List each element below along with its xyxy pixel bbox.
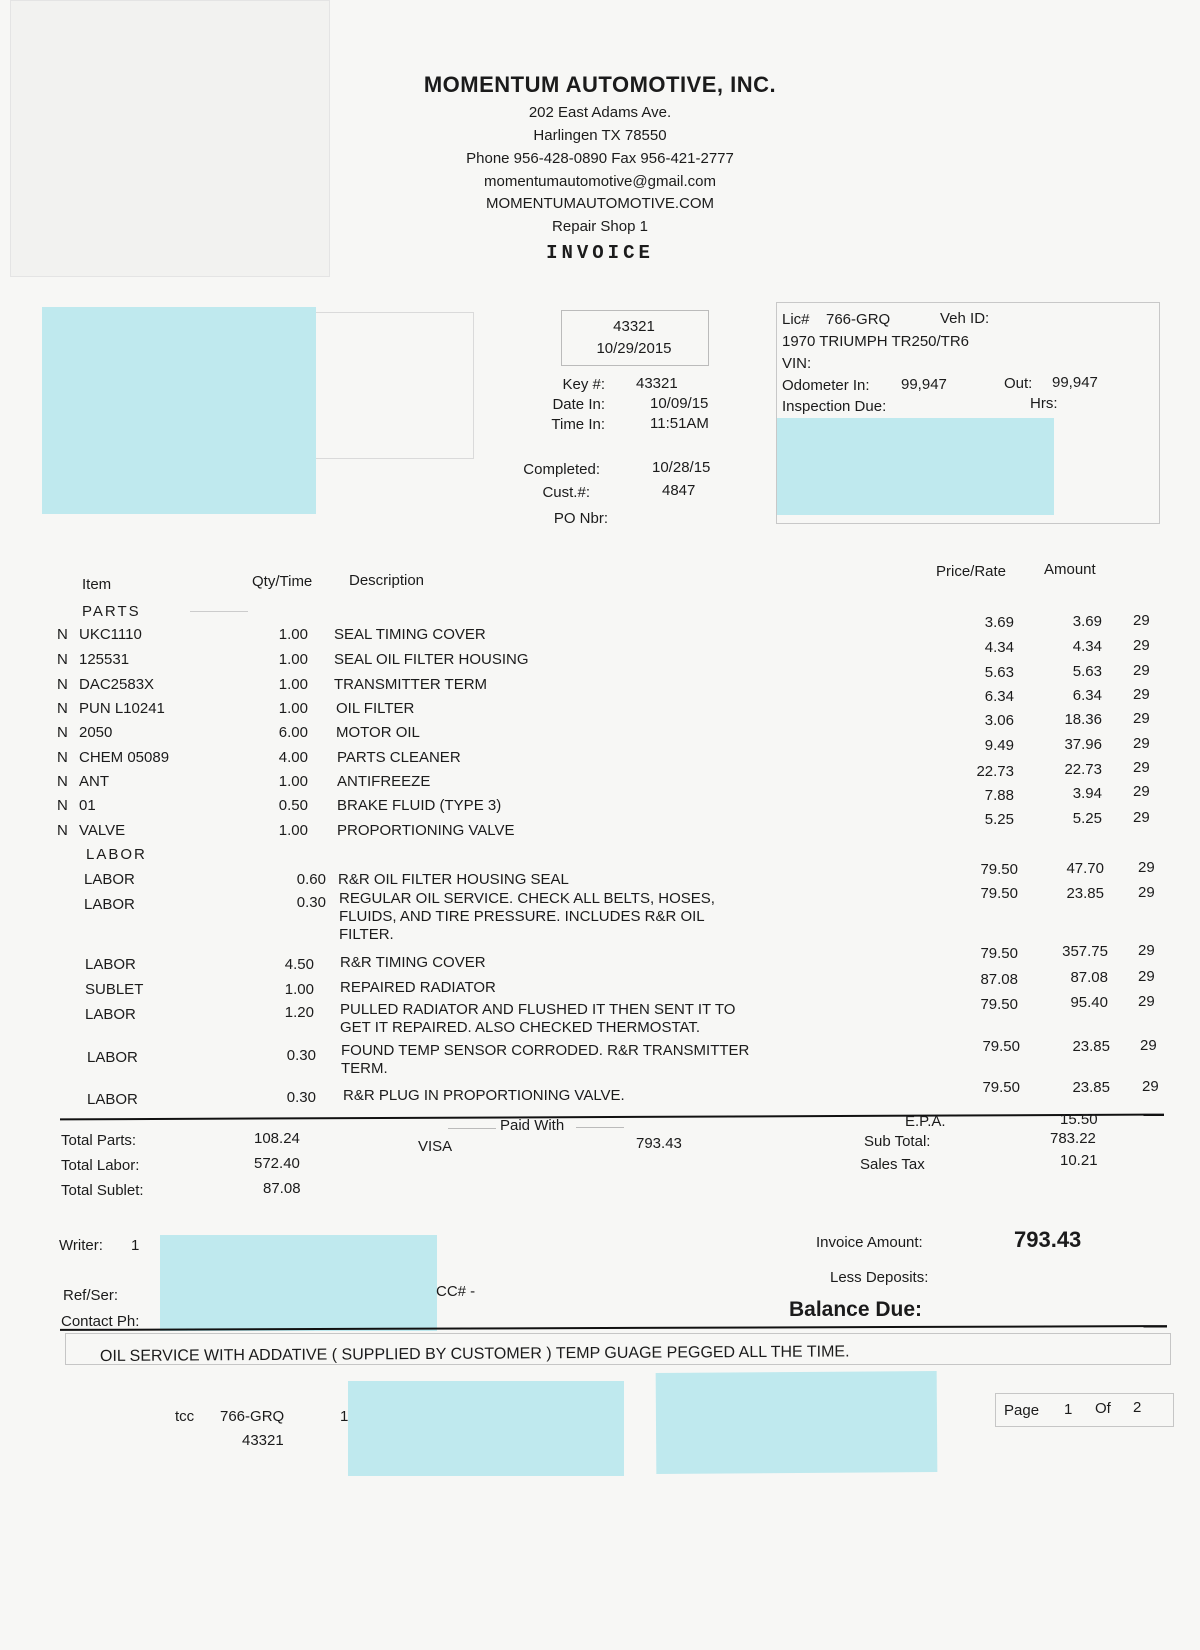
row-price: 87.08 (980, 971, 1018, 988)
of-label: Of (1095, 1400, 1111, 1417)
row-item: LABOR (87, 1091, 138, 1108)
page-label: Page (1004, 1402, 1040, 1419)
row-price: 79.50 (980, 861, 1018, 878)
row-amount: 95.40 (1070, 994, 1108, 1011)
row-qty: 0.60 (296, 871, 326, 888)
table-row (0, 662, 1200, 698)
row-price: 9.49 (984, 737, 1014, 754)
vin-label: VIN: (782, 355, 812, 372)
row-amount: 6.34 (1072, 687, 1102, 704)
paid-with-rule-right (576, 1127, 624, 1128)
row-qty: 1.00 (278, 822, 308, 839)
col-header-price: Price/Rate (936, 563, 1007, 580)
row-qty: 4.00 (278, 749, 308, 766)
row-amount: 47.70 (1066, 860, 1104, 877)
row-price: 22.73 (976, 763, 1014, 780)
subtotal-label: Sub Total: (864, 1133, 931, 1150)
row-desc: TRANSMITTER TERM (334, 676, 488, 693)
row-code: 29 (1138, 942, 1155, 959)
row-flag: N (57, 700, 68, 717)
row-amount: 23.85 (1072, 1038, 1110, 1055)
row-price: 6.34 (984, 688, 1014, 705)
row-flag: N (57, 724, 68, 741)
total-parts-value: 108.24 (254, 1130, 300, 1147)
row-item: 125531 (79, 651, 130, 668)
row-code: 29 (1133, 686, 1150, 703)
hrs-label: Hrs: (1030, 395, 1058, 412)
row-desc: R&R PLUG IN PROPORTIONING VALVE. (343, 1087, 625, 1104)
paid-with-rule-left (448, 1128, 496, 1129)
row-qty: 0.30 (296, 894, 326, 911)
row-code: 29 (1138, 859, 1155, 876)
table-row (0, 1037, 1200, 1089)
row-item: LABOR (84, 871, 135, 888)
row-amount: 22.73 (1064, 761, 1102, 778)
row-amount: 23.85 (1066, 885, 1104, 902)
invoice-date: 10/29/2015 (596, 340, 672, 357)
row-item: DAC2583X (79, 676, 155, 693)
plate-ref: 766-GRQ (220, 1408, 285, 1425)
row-desc: ANTIFREEZE (337, 773, 431, 790)
row-qty: 1.00 (278, 773, 308, 790)
paid-amount: 793.43 (636, 1135, 682, 1152)
col-header-amount: Amount (1044, 561, 1096, 578)
ref-one: 1 (340, 1408, 349, 1425)
row-code: 29 (1133, 735, 1150, 752)
faint-box (300, 312, 474, 459)
sales-tax-value: 10.21 (1060, 1152, 1098, 1169)
row-price: 3.69 (984, 614, 1014, 631)
lic-value: 766-GRQ (826, 311, 891, 328)
table-row (0, 612, 1200, 648)
row-code: 29 (1142, 1078, 1159, 1095)
row-code: 29 (1133, 783, 1150, 800)
row-desc: REGULAR OIL SERVICE. CHECK ALL BELTS, HOSES, FLUIDS, AND TIRE PRESSURE. INCLUDES R&R OIL FILTER. (339, 890, 715, 943)
row-amount: 3.69 (1072, 613, 1102, 630)
balance-due-label: Balance Due: (789, 1298, 923, 1321)
subtotal-value: 783.22 (1050, 1130, 1096, 1147)
veh-id-label: Veh ID: (940, 310, 990, 327)
col-header-description: Description (349, 572, 425, 589)
row-price: 4.34 (984, 639, 1014, 656)
row-code: 29 (1133, 637, 1150, 654)
row-flag: N (57, 626, 68, 643)
row-qty: 1.20 (284, 1004, 314, 1021)
row-price: 79.50 (982, 1079, 1020, 1096)
redacted-bottom-right (656, 1371, 938, 1474)
row-amount: 357.75 (1062, 943, 1108, 960)
row-qty: 1.00 (278, 676, 308, 693)
total-labor-value: 572.40 (254, 1155, 300, 1172)
row-code: 29 (1140, 1037, 1157, 1054)
row-flag: N (57, 797, 68, 814)
row-desc: FOUND TEMP SENSOR CORRODED. R&R TRANSMITTER TERM. (341, 1042, 750, 1077)
date-in-label: Date In: (552, 396, 605, 413)
less-deposits-label: Less Deposits: (830, 1269, 929, 1286)
completed-label: Completed: (523, 461, 600, 478)
paid-method: VISA (418, 1138, 453, 1155)
row-amount: 87.08 (1070, 969, 1108, 986)
row-qty: 1.00 (278, 651, 308, 668)
company-email: momentumautomotive@gmail.com (484, 173, 716, 190)
row-desc: OIL FILTER (336, 700, 415, 717)
row-code: 29 (1133, 612, 1150, 629)
totals-divider (60, 1114, 1164, 1121)
ref-ser-label: Ref/Ser: (63, 1287, 119, 1304)
redacted-writer-block (160, 1235, 437, 1331)
row-item: LABOR (87, 1049, 138, 1066)
row-qty: 1.00 (278, 700, 308, 717)
invoice-title: INVOICE (546, 242, 654, 264)
row-amount: 4.34 (1072, 638, 1102, 655)
table-row (0, 1078, 1200, 1113)
page-total: 2 (1133, 1399, 1142, 1416)
table-row (0, 968, 1200, 1003)
row-qty: 0.30 (286, 1047, 316, 1064)
time-in-label: Time In: (551, 416, 605, 433)
row-desc: PARTS CLEANER (337, 749, 461, 766)
row-price: 7.88 (984, 787, 1014, 804)
invoice-amount-value: 793.43 (1014, 1227, 1082, 1252)
row-desc: REPAIRED RADIATOR (340, 979, 496, 996)
sales-tax-label: Sales Tax (860, 1156, 925, 1173)
key-label: Key #: (562, 376, 605, 393)
total-parts-label: Total Parts: (61, 1132, 137, 1149)
redacted-bottom-left (348, 1381, 624, 1476)
page-number: 1 (1064, 1401, 1073, 1418)
writer-value: 1 (131, 1237, 140, 1254)
service-note: OIL SERVICE WITH ADDATIVE ( SUPPLIED BY CUSTOMER ) TEMP GUAGE PEGGED ALL THE TIME. (99, 1343, 850, 1365)
total-sublet-value: 87.08 (263, 1180, 301, 1197)
row-desc: BRAKE FLUID (TYPE 3) (337, 797, 502, 814)
invoice-number: 43321 (613, 318, 655, 335)
row-item: VALVE (79, 822, 126, 839)
contact-phone-label: Contact Ph: (61, 1313, 140, 1330)
row-item: LABOR (85, 956, 136, 973)
parts-section-label: PARTS (82, 603, 141, 620)
company-phone-fax: Phone 956-428-0890 Fax 956-421-2777 (466, 150, 734, 167)
row-price: 79.50 (980, 996, 1018, 1013)
row-price: 3.06 (984, 712, 1014, 729)
row-desc: PULLED RADIATOR AND FLUSHED IT THEN SENT IT TO GET IT REPAIRED. ALSO CHECKED THERMOSTAT. (340, 1001, 736, 1036)
row-amount: 18.36 (1064, 711, 1102, 728)
table-row (0, 993, 1200, 1046)
date-in-value: 10/09/15 (650, 395, 709, 412)
row-item: SUBLET (85, 981, 144, 998)
row-desc: PROPORTIONING VALVE (337, 822, 515, 839)
row-code: 29 (1133, 759, 1150, 776)
invoice-ref: 43321 (242, 1432, 284, 1449)
paid-with-label: Paid With (500, 1117, 565, 1134)
row-qty: 1.00 (284, 981, 314, 998)
company-name: MOMENTUM AUTOMOTIVE, INC. (423, 72, 777, 97)
total-sublet-label: Total Sublet: (61, 1182, 144, 1199)
vehicle-description: 1970 TRIUMPH TR250/TR6 (782, 333, 970, 350)
labor-section-label: LABOR (86, 846, 147, 863)
table-row (0, 783, 1200, 819)
writer-label: Writer: (59, 1237, 103, 1254)
row-qty: 0.30 (286, 1089, 316, 1106)
inspection-due-label: Inspection Due: (782, 398, 887, 415)
row-qty: 0.50 (278, 797, 308, 814)
table-row (0, 809, 1200, 844)
completed-value: 10/28/15 (652, 459, 711, 476)
redacted-vehicle-block (777, 418, 1054, 515)
row-amount: 3.94 (1072, 785, 1102, 802)
row-code: 29 (1133, 809, 1150, 826)
row-flag: N (57, 651, 68, 668)
total-labor-label: Total Labor: (61, 1157, 140, 1174)
row-item: LABOR (84, 896, 135, 913)
table-row (0, 710, 1200, 746)
row-qty: 4.50 (284, 956, 314, 973)
row-flag: N (57, 676, 68, 693)
row-flag: N (57, 822, 68, 839)
tcc-label: tcc (175, 1408, 195, 1425)
row-price: 79.50 (980, 885, 1018, 902)
row-item: UKC1110 (79, 626, 142, 643)
row-desc: SEAL TIMING COVER (334, 626, 486, 643)
row-code: 29 (1133, 710, 1150, 727)
row-qty: 6.00 (278, 724, 308, 741)
po-label: PO Nbr: (553, 510, 608, 527)
row-code: 29 (1133, 662, 1150, 679)
epa-value: 15.50 (1060, 1111, 1098, 1128)
redacted-customer-block (42, 307, 316, 514)
row-desc: R&R OIL FILTER HOUSING SEAL (338, 871, 569, 888)
row-item: LABOR (85, 1006, 136, 1023)
row-flag: N (57, 749, 68, 766)
odometer-out-label: Out: (1004, 375, 1033, 392)
row-amount: 5.63 (1072, 663, 1102, 680)
epa-label: E.P.A. (905, 1113, 946, 1130)
row-item: 01 (79, 797, 96, 814)
table-row (0, 686, 1200, 722)
company-address: 202 East Adams Ave. (528, 104, 672, 121)
row-code: 29 (1138, 968, 1155, 985)
row-desc: SEAL OIL FILTER HOUSING (334, 651, 529, 668)
row-price: 5.63 (984, 664, 1014, 681)
row-desc: R&R TIMING COVER (340, 954, 486, 971)
row-price: 79.50 (980, 945, 1018, 962)
cust-value: 4847 (662, 482, 696, 499)
row-item: ANT (79, 773, 109, 790)
table-row (0, 735, 1200, 771)
col-header-qty: Qty/Time (252, 573, 313, 590)
row-item: 2050 (79, 724, 113, 741)
row-amount: 5.25 (1072, 810, 1102, 827)
row-qty: 1.00 (278, 626, 308, 643)
key-value: 43321 (636, 375, 678, 392)
table-row (0, 884, 1200, 956)
shop-name: Repair Shop 1 (552, 218, 648, 235)
odometer-out-value: 99,947 (1052, 374, 1098, 391)
row-amount: 37.96 (1064, 736, 1102, 753)
company-city: Harlingen TX 78550 (533, 127, 667, 144)
row-amount: 23.85 (1072, 1079, 1110, 1096)
row-flag: N (57, 773, 68, 790)
cc-label: CC# - (436, 1283, 476, 1300)
lic-label: Lic# (782, 311, 810, 328)
invoice-amount-label: Invoice Amount: (816, 1234, 923, 1251)
row-desc: MOTOR OIL (336, 724, 420, 741)
time-in-value: 11:51AM (650, 415, 709, 432)
table-row (0, 759, 1200, 795)
row-item: PUN L10241 (79, 700, 165, 717)
table-row (0, 942, 1200, 978)
odometer-in-value: 99,947 (901, 376, 947, 393)
row-code: 29 (1138, 884, 1155, 901)
col-header-item: Item (82, 576, 112, 593)
row-price: 79.50 (982, 1038, 1020, 1055)
parts-section-rule (190, 611, 248, 612)
row-price: 5.25 (984, 811, 1014, 828)
company-website: MOMENTUMAUTOMOTIVE.COM (485, 195, 715, 212)
cust-label: Cust.#: (542, 484, 590, 501)
table-row (0, 637, 1200, 673)
row-item: CHEM 05089 (79, 749, 170, 766)
odometer-in-label: Odometer In: (782, 377, 870, 394)
row-code: 29 (1138, 993, 1155, 1010)
